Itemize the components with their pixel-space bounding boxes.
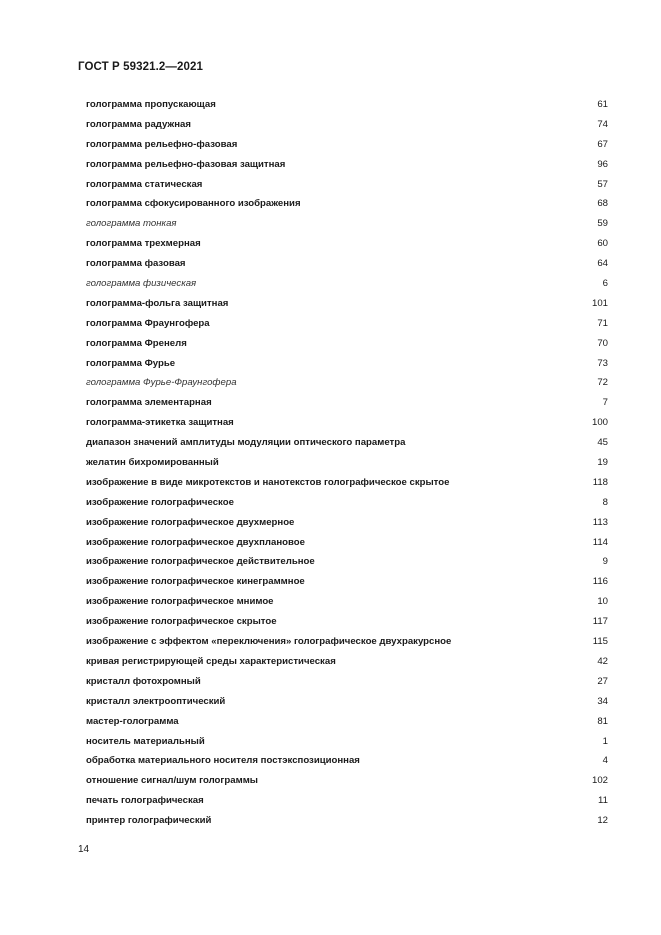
index-entry [86,337,608,357]
index-entry [86,138,608,158]
index-term: голограмма фазовая [86,258,186,270]
alphabetical-index [86,98,608,834]
index-entry [86,814,608,834]
index-term: голограмма элементарная [86,397,212,409]
index-page-number: 113 [592,516,608,528]
index-term: изображение голографическое мнимое [86,596,274,608]
index-page-number: 72 [597,377,608,389]
index-term: носитель материальный [86,735,205,747]
index-entry [86,456,608,476]
index-term: голограмма трехмерная [86,238,201,250]
index-entry [86,376,608,396]
index-entry [86,754,608,774]
index-term: голограмма Фраунгофера [86,317,210,329]
index-page-number: 59 [597,218,608,230]
index-entry [86,416,608,436]
index-term: изображение голографическое скрытое [86,616,277,628]
index-term: голограмма радужная [86,118,191,130]
index-page-number: 100 [591,417,608,429]
index-page-number: 27 [597,675,608,687]
index-term: мастер-голограмма [86,715,179,727]
index-page-number: 34 [597,695,608,707]
index-entry [86,277,608,297]
index-term: голограмма-этикетка защитная [86,417,234,429]
index-page-number: 71 [597,317,608,329]
index-page-number: 117 [592,616,608,628]
index-term: кристалл фотохромный [86,675,201,687]
index-entry [86,317,608,337]
index-page-number: 61 [597,99,608,110]
index-term: голограмма пропускающая [86,99,216,110]
index-entry [86,536,608,556]
index-page-number: 118 [592,476,608,488]
index-entry [86,794,608,814]
index-entry [86,118,608,138]
index-entry [86,735,608,755]
index-entry [86,237,608,257]
index-term: голограмма сфокусированного изображения [86,198,301,210]
document-header: ГОСТ Р 59321.2—2021 [78,61,203,73]
index-entry [86,595,608,615]
index-entry [86,98,608,118]
index-page-number: 60 [597,238,608,250]
index-term: голограмма-фольга защитная [86,297,229,309]
index-entry [86,655,608,675]
index-page-number: 11 [598,795,608,807]
index-page-number: 1 [602,735,608,747]
index-entry [86,178,608,198]
index-entry [86,774,608,794]
index-entry [86,615,608,635]
index-entry [86,257,608,277]
index-page-number: 102 [591,775,608,787]
index-term: голограмма статическая [86,178,203,190]
index-page-number: 96 [597,158,608,170]
index-page-number: 57 [597,178,608,190]
index-term: обработка материального носителя постэкспозиционная [86,755,360,767]
index-entry [86,217,608,237]
index-entry [86,476,608,496]
index-entry [86,695,608,715]
index-page-number: 10 [597,596,608,608]
index-page-number: 4 [602,755,608,767]
index-page-number: 12 [597,815,608,827]
index-entry [86,396,608,416]
page-number: 14 [78,844,90,855]
index-term: голограмма Френеля [86,337,187,349]
index-term: принтер голографический [86,815,212,827]
index-term: желатин бихромированный [86,457,219,469]
index-page-number: 115 [592,636,608,648]
index-entry [86,635,608,655]
index-entry [86,675,608,695]
index-page-number: 6 [602,278,608,290]
index-term: диапазон значений амплитуды модуляции оптического параметра [86,437,406,449]
index-page-number: 9 [602,556,608,568]
index-term: печать голографическая [86,795,204,807]
index-term: кристалл электрооптический [86,695,226,707]
index-entry [86,575,608,595]
index-entry [86,436,608,456]
index-term: голограмма тонкая [86,218,177,230]
index-page-number: 68 [597,198,608,210]
index-page-number: 45 [597,437,608,449]
index-term: изображение голографическое кинеграммное [86,576,305,588]
index-page-number: 42 [597,655,608,667]
index-page-number: 7 [602,397,608,409]
index-entry [86,297,608,317]
index-page-number: 19 [597,457,608,469]
index-entry [86,158,608,178]
index-term: голограмма рельефно-фазовая [86,138,238,150]
index-page-number: 64 [597,258,608,270]
index-page-number: 8 [602,496,608,508]
index-term: отношение сигнал/шум голограммы [86,775,258,787]
index-term: изображение с эффектом «переключения» голографическое двухракурсное [86,636,452,648]
index-page-number: 73 [597,357,608,369]
index-entry [86,197,608,217]
index-page-number: 74 [597,118,608,130]
index-term: голограмма рельефно-фазовая защитная [86,158,286,170]
index-page-number: 114 [592,536,608,548]
index-term: изображение голографическое действительное [86,556,315,568]
index-entry [86,715,608,735]
index-entry [86,516,608,536]
index-term: голограмма Фурье [86,357,176,369]
index-term: изображение в виде микротекстов и нанотекстов голографическое скрытое [86,476,450,488]
index-term: голограмма физическая [86,278,197,290]
index-term: кривая регистрирующей среды характеристическая [86,655,336,667]
index-term: изображение голографическое двухмерное [86,516,295,528]
index-page-number: 67 [597,138,608,150]
index-page-number: 101 [591,297,608,309]
index-term: изображение голографическое [86,496,234,508]
index-entry [86,496,608,516]
index-page-number: 70 [597,337,608,349]
index-term: голограмма Фурье-Фраунгофера [86,377,237,389]
index-page-number: 81 [597,715,608,727]
index-term: изображение голографическое двухплановое [86,536,305,548]
index-entry [86,555,608,575]
index-entry [86,357,608,377]
index-page-number: 116 [592,576,608,588]
